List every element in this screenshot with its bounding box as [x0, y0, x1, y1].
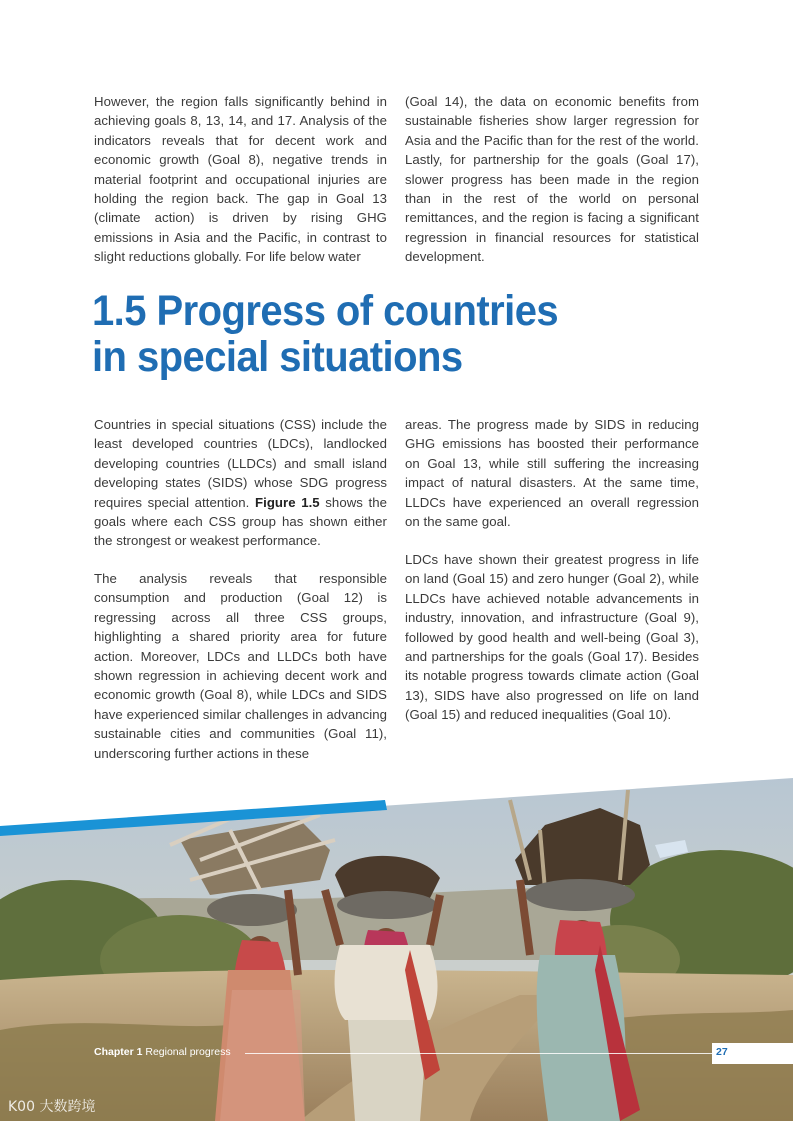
footer-divider [245, 1053, 712, 1054]
watermark: K00 大数跨境 [8, 1099, 96, 1115]
body-text: Countries in special situations (CSS) include the least developed countries (LDCs), landlocked developing countries (LLDCs) and small island developing states (SIDS) whose SDG progress requires special attention. [94, 417, 387, 510]
cover-photo-women-carrying-baskets [0, 770, 793, 1121]
body-paragraph-left-1 [94, 415, 387, 551]
footer-chapter-title: Regional progress [142, 1046, 231, 1058]
page-number: 27 [716, 1046, 728, 1058]
footer-chapter-label [94, 1046, 231, 1058]
section-heading [92, 288, 669, 380]
figure-reference-link: Figure 1.5 [255, 494, 320, 510]
section-heading-line-2: in special situations [92, 333, 463, 381]
section-heading-line-1: 1.5 Progress of countries [92, 287, 559, 335]
body-text: shows the goals where each CSS group has shown either the strongest or weakest performance. [94, 494, 387, 549]
footer-chapter-number: Chapter 1 [94, 1046, 143, 1058]
body-paragraph-left-2: The analysis reveals that responsible consumption and production (Goal 12) is regressing across all three CSS groups, highlighting a shared priority area for future action. Moreover, LDCs and LLDCs both have shown regression in achieving decent work and economic growth (Goal 8), while LDCs and SIDS have experienced similar challenges in advancing sustainable cities and communities (Goal 11), underscoring further actions in these [94, 571, 387, 761]
intro-paragraph-right: (Goal 14), the data on economic benefits from sustainable fisheries show larger regression for Asia and the Pacific than for the rest of the world. Lastly, for partnership for the goals (Goal 17), slower progress has been made in the region than in the rest of the world on personal remittances, and the region is facing a significant regression in financial resources for statistical development. [405, 94, 699, 265]
intro-paragraph-left: However, the region falls significantly behind in achieving goals 8, 13, 14, and 17. Analysis of the indicators reveals that for decent work and economic growth (Goal 8), negative trends in material footprint and occupational injuries are holding the region back. The gap in Goal 13 (climate action) is driven by rising GHG emissions in Asia and the Pacific, in contrast to slight reductions globally. For life below water [94, 94, 387, 265]
body-paragraph-right-2: LDCs have shown their greatest progress in life on land (Goal 15) and zero hunger (Goal 2), while LLDCs have achieved notable advancements in industry, innovation, and infrastructure (Goal 9), followed by good health and well-being (Goal 3), and partnerships for the goals (Goal 17). Besides its notable progress towards climate action (Goal 13), SIDS have also progressed on life on land (Goal 15) and reduced inequalities (Goal 10). [405, 552, 699, 723]
photo-illustration [0, 770, 793, 1121]
body-paragraph-right-1: areas. The progress made by SIDS in reducing GHG emissions has boosted their performance on Goal 13, while still suffering the increasing impact of natural disasters. At the same time, LLDCs have experienced an overall regression on the same goal. [405, 417, 699, 530]
